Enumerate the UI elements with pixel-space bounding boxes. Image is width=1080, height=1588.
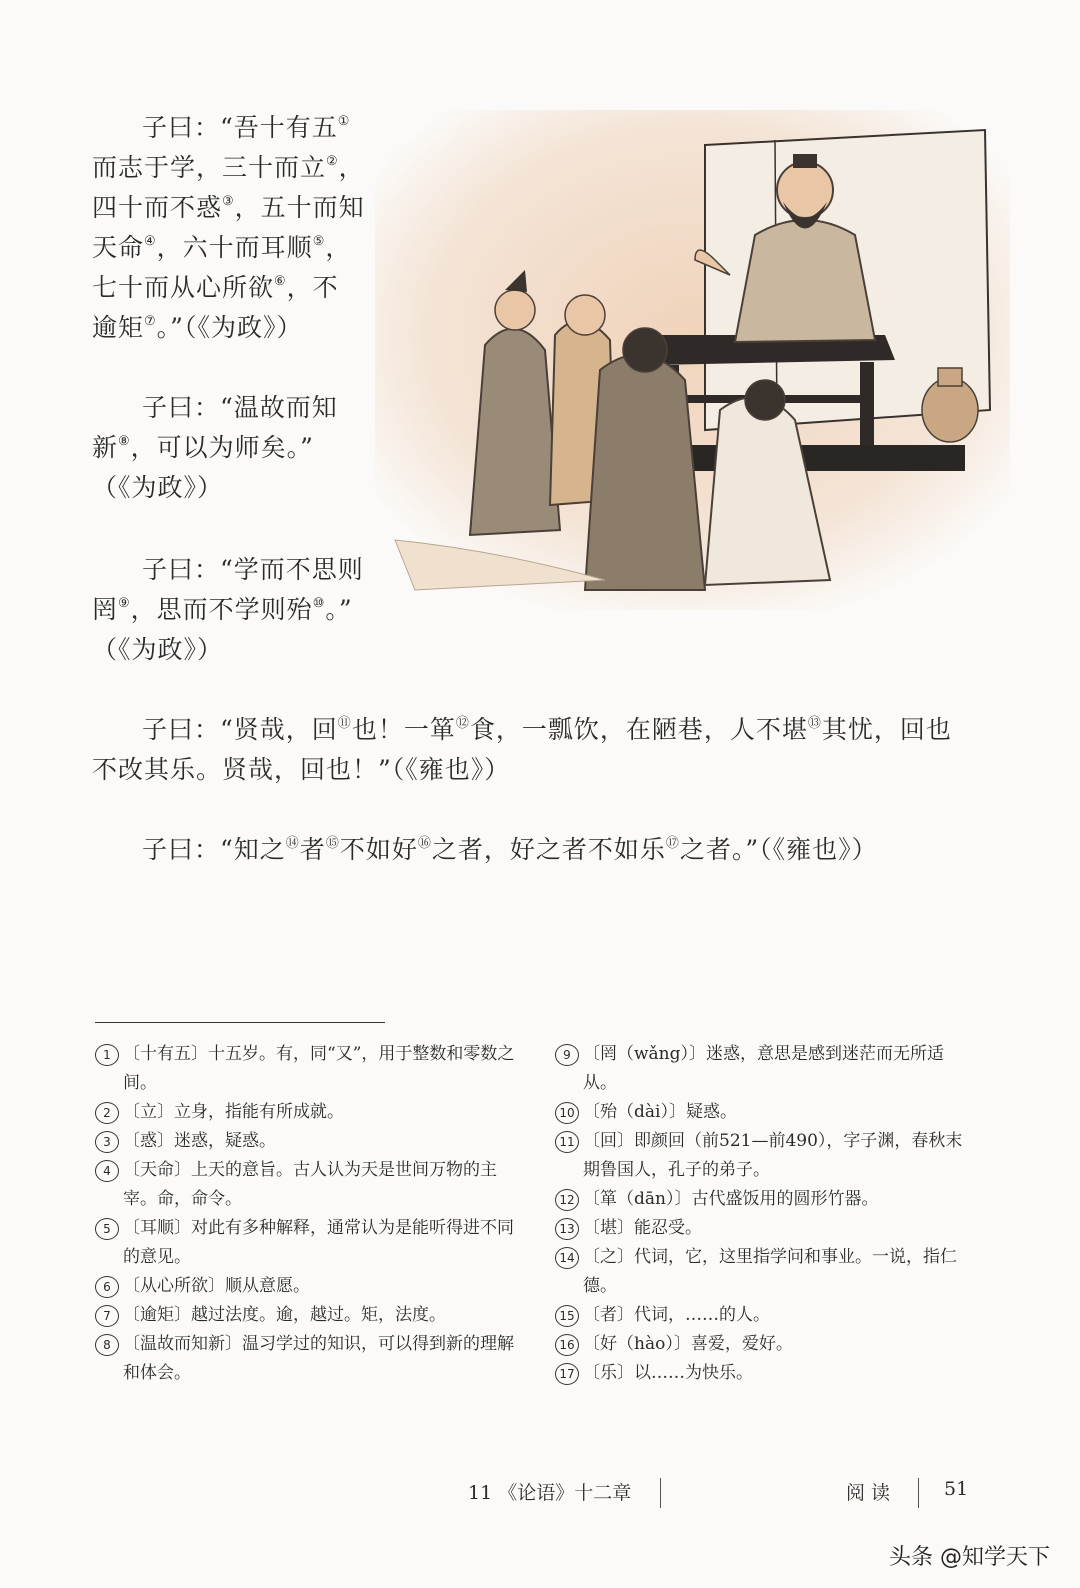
footnote-marker: ⑰ bbox=[665, 836, 680, 851]
footnote-text: 〔耳顺〕对此有多种解释，通常认为是能听得进不同的意见。 bbox=[123, 1218, 514, 1267]
footnote-item bbox=[95, 1330, 515, 1388]
passage-text: 。” bbox=[325, 595, 353, 624]
passage-text: 新 bbox=[92, 433, 119, 462]
passage-line bbox=[92, 428, 372, 468]
passage-text: 不改其乐。贤哉，回也！”（《雍也》） bbox=[92, 755, 511, 784]
footnote-number: 16 bbox=[555, 1334, 579, 1356]
passage-text: 之者。”（《雍也》） bbox=[679, 835, 878, 864]
footnote-item bbox=[95, 1301, 515, 1330]
passage-line bbox=[92, 830, 972, 870]
passage-text: 也！一箪 bbox=[351, 715, 456, 744]
footnote-number: 2 bbox=[95, 1102, 119, 1124]
footnote-number: 3 bbox=[95, 1131, 119, 1153]
passage-text: 其忧，回也 bbox=[821, 715, 952, 744]
passage-text: （《为政》） bbox=[92, 473, 224, 502]
footnote-marker: ① bbox=[337, 114, 351, 129]
footnote-marker: ⑫ bbox=[455, 716, 470, 731]
footnote-marker: ⑯ bbox=[417, 836, 432, 851]
passage-text: 子曰：“吾十有五 bbox=[142, 113, 338, 142]
footer-lesson-title: 11 《论语》十二章 bbox=[468, 1482, 632, 1504]
passage-line bbox=[92, 630, 372, 670]
footnote-text: 〔之〕代词，它，这里指学问和事业。一说，指仁德。 bbox=[583, 1247, 957, 1296]
footnote-item bbox=[555, 1301, 975, 1330]
passage-text: ，五十而知 bbox=[234, 193, 365, 222]
footnote-item bbox=[555, 1214, 975, 1243]
footnote-number: 13 bbox=[555, 1218, 579, 1240]
passage-text: 之者，好之者不如乐 bbox=[431, 835, 666, 864]
passage-text: 子曰：“贤哉，回 bbox=[142, 715, 338, 744]
footnote-item bbox=[555, 1098, 975, 1127]
footnote-number: 15 bbox=[555, 1305, 579, 1327]
passage-line bbox=[92, 188, 372, 228]
passage-text: 者 bbox=[299, 835, 326, 864]
footnote-marker: ④ bbox=[144, 234, 157, 249]
passage-text: ， bbox=[325, 233, 352, 262]
footnote-marker: ⑬ bbox=[807, 716, 822, 731]
footnote-number: 8 bbox=[95, 1334, 119, 1356]
passage-text: 七十而从心所欲 bbox=[92, 273, 275, 302]
confucius-teaching-illustration bbox=[375, 110, 1010, 610]
footnote-text: 〔从心所欲〕顺从意愿。 bbox=[123, 1276, 310, 1296]
passage-line bbox=[92, 468, 372, 508]
footnote-item bbox=[95, 1214, 515, 1272]
passage-text: （《为政》） bbox=[92, 635, 224, 664]
footnote-marker: ⑪ bbox=[337, 716, 352, 731]
passage-text: 天命 bbox=[92, 233, 145, 262]
footnote-number: 7 bbox=[95, 1305, 119, 1327]
footnote-item bbox=[95, 1127, 515, 1156]
passage-text: 不如好 bbox=[339, 835, 418, 864]
passage-text: ，六十而耳顺 bbox=[156, 233, 313, 262]
passage-line bbox=[92, 750, 972, 790]
passage-1 bbox=[92, 108, 372, 348]
passage-line bbox=[92, 228, 372, 268]
footnotes-right-column bbox=[555, 1040, 975, 1388]
footnote-text: 〔十有五〕十五岁。有，同“又”，用于整数和零数之间。 bbox=[123, 1044, 515, 1093]
footnote-marker: ⑭ bbox=[285, 836, 300, 851]
footnote-marker: ③ bbox=[222, 194, 235, 209]
passage-text: ，思而不学则殆 bbox=[130, 595, 313, 624]
footnote-text: 〔罔（wǎng）〕迷惑，意思是感到迷茫而无所适从。 bbox=[583, 1044, 945, 1093]
footnote-text: 〔回〕即颜回（前521—前490），字子渊，春秋末期鲁国人，孔子的弟子。 bbox=[583, 1131, 963, 1180]
passage-text: 罔 bbox=[92, 595, 119, 624]
passage-text: 而志于学，三十而立 bbox=[92, 153, 327, 182]
footnote-text: 〔乐〕以……为快乐。 bbox=[583, 1363, 753, 1383]
passage-text: ，不 bbox=[286, 273, 339, 302]
passage-line bbox=[92, 108, 372, 148]
footnote-number: 11 bbox=[555, 1131, 579, 1153]
footnote-item bbox=[555, 1330, 975, 1359]
footnote-marker: ⑮ bbox=[325, 836, 340, 851]
passage-2 bbox=[92, 388, 372, 508]
footer-divider bbox=[918, 1478, 919, 1508]
footnote-item bbox=[95, 1156, 515, 1214]
footnote-number: 10 bbox=[555, 1102, 579, 1124]
footnote-text: 〔者〕代词，……的人。 bbox=[583, 1305, 770, 1325]
passage-text: 子曰：“学而不思则 bbox=[142, 555, 364, 584]
watermark: 头条 @知学天下 bbox=[889, 1545, 1050, 1570]
footnote-text: 〔堪〕能忍受。 bbox=[583, 1218, 702, 1238]
footnote-item bbox=[555, 1127, 975, 1185]
footnote-text: 〔好（hào）〕喜爱，爱好。 bbox=[583, 1334, 793, 1354]
footnote-text: 〔殆（dài）〕疑惑。 bbox=[583, 1102, 737, 1122]
passage-line bbox=[92, 590, 372, 630]
footnote-marker: ⑨ bbox=[118, 596, 131, 611]
footer-section-label: 阅读 bbox=[846, 1482, 897, 1504]
footnote-marker: ⑥ bbox=[274, 274, 287, 289]
passage-text: 。”（《为政》） bbox=[156, 313, 303, 342]
footnote-item bbox=[555, 1359, 975, 1388]
passage-text: 逾矩 bbox=[92, 313, 145, 342]
footnote-number: 14 bbox=[555, 1247, 579, 1269]
footnote-text: 〔温故而知新〕温习学过的知识，可以得到新的理解和体会。 bbox=[123, 1334, 514, 1383]
passage-text: 四十而不惑 bbox=[92, 193, 223, 222]
passage-line bbox=[92, 268, 372, 308]
passage-text: ，可以为师矣。” bbox=[130, 433, 314, 462]
footer-divider bbox=[660, 1478, 661, 1508]
passage-line bbox=[92, 710, 972, 750]
footnote-marker: ⑤ bbox=[312, 234, 326, 249]
footnote-text: 〔箪（dān）〕古代盛饭用的圆形竹器。 bbox=[583, 1189, 879, 1209]
footnote-number: 4 bbox=[95, 1160, 119, 1182]
passage-text: ， bbox=[338, 153, 365, 182]
footnote-number: 6 bbox=[95, 1276, 119, 1298]
passage-text: 食，一瓢饮，在陋巷，人不堪 bbox=[469, 715, 808, 744]
passage-line bbox=[92, 308, 372, 348]
footnote-text: 〔立〕立身，指能有所成就。 bbox=[123, 1102, 344, 1122]
passage-3 bbox=[92, 550, 372, 670]
footnote-marker: ② bbox=[326, 154, 339, 169]
footnote-marker: ⑩ bbox=[312, 596, 326, 611]
passage-5 bbox=[92, 830, 972, 870]
footnote-item bbox=[95, 1098, 515, 1127]
passage-line bbox=[92, 388, 372, 428]
footnote-number: 12 bbox=[555, 1189, 579, 1211]
footnote-number: 17 bbox=[555, 1363, 579, 1385]
footnote-text: 〔逾矩〕越过法度。逾，越过。矩，法度。 bbox=[123, 1305, 446, 1325]
footnote-item bbox=[95, 1272, 515, 1301]
footnote-item bbox=[555, 1185, 975, 1214]
page-number: 51 bbox=[944, 1478, 969, 1500]
footnote-item bbox=[95, 1040, 515, 1098]
footnote-rule bbox=[95, 1022, 385, 1023]
passage-line bbox=[92, 148, 372, 188]
footnote-number: 9 bbox=[555, 1044, 579, 1066]
footnote-text: 〔惑〕迷惑，疑惑。 bbox=[123, 1131, 276, 1151]
footnote-item bbox=[555, 1243, 975, 1301]
footnote-marker: ⑦ bbox=[144, 314, 157, 329]
passage-4 bbox=[92, 710, 972, 790]
footnote-marker: ⑧ bbox=[118, 434, 131, 449]
footnote-text: 〔天命〕上天的意旨。古人认为天是世间万物的主宰。命，命令。 bbox=[123, 1160, 497, 1209]
footnotes-left-column bbox=[95, 1040, 515, 1388]
passage-text: 子曰：“温故而知 bbox=[142, 393, 338, 422]
footnote-number: 5 bbox=[95, 1218, 119, 1240]
footnote-item bbox=[555, 1040, 975, 1098]
footnote-number: 1 bbox=[95, 1044, 119, 1066]
passage-text: 子曰：“知之 bbox=[142, 835, 286, 864]
passage-line bbox=[92, 550, 372, 590]
